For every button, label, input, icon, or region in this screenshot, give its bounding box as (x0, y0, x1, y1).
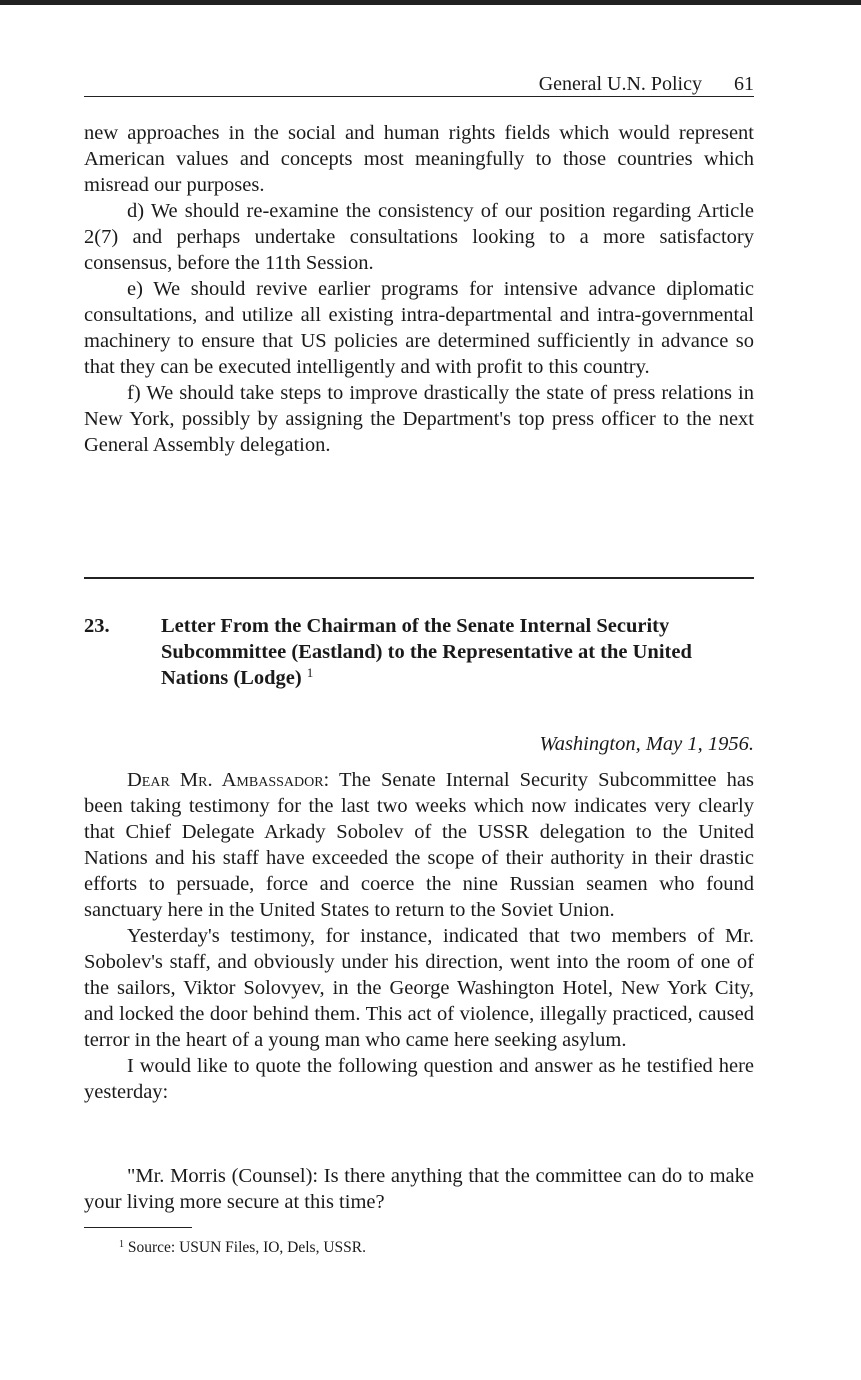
letter-body (84, 767, 754, 1105)
page-top-edge (0, 0, 861, 5)
footnote-reference: 1 (306, 665, 314, 680)
document-title-wrap (161, 613, 754, 691)
letter-paragraph-1 (84, 767, 754, 923)
section-one-body (84, 120, 754, 458)
paragraph-item-d: d) We should re-examine the consistency of our position regarding Article 2(7) and perhaps undertake consultations looking to a more satisfactory consensus, before the 11th Session. (84, 200, 754, 274)
letter-paragraph-2: Yesterday's testimony, for instance, indicated that two members of Mr. Sobolev's staff, and obviously under his direction, went into the room of one of the sailors, Viktor Solovyev, in the George Washington Hotel, New York City, and locked the door behind them. This act of violence, illegally practiced, caused terror in the heart of a young man who came here seeking asylum. (84, 925, 754, 1051)
testimony-quote (84, 1163, 754, 1215)
running-head-title: General U.N. Policy (538, 73, 702, 95)
section-divider (84, 577, 754, 579)
paragraph-item-f: f) We should take steps to improve drastically the state of press relations in New York, possibly by assigning the Department's top press officer to the next General Assembly delegation. (84, 382, 754, 456)
quote-paragraph: "Mr. Morris (Counsel): Is there anything that the committee can do to make your living more secure at this time? (84, 1165, 754, 1213)
paragraph-item-e: e) We should revive earlier programs for intensive advance diplomatic consultations, and utilize all existing intra-departmental and intra-governmental machinery to ensure that US policies are determined sufficiently in advance so that they can be executed intelligently and with profit to this country. (84, 278, 754, 378)
document-title: Letter From the Chairman of the Senate Internal Security Subcommittee (Eastland) to the Representative at the United Nations (Lodge) (161, 615, 692, 689)
letter-paragraph-1-text: The Senate Internal Security Subcommittee has been taking testimony for the last two weeks which now indicates very clearly that Chief Delegate Arkady Sobolev of the USSR delegation to the United Nations and his staff have exceeded the scope of their authority in their drastic efforts to persuade, force and coerce the nine Russian seamen who found sanctuary here in the United States to return to the Soviet Union. (84, 769, 754, 921)
document-heading (84, 613, 754, 691)
footnote (119, 1238, 719, 1258)
running-head (84, 72, 754, 97)
dateline: Washington, May 1, 1956. (539, 733, 754, 755)
paragraph-continuation: new approaches in the social and human rights fields which would represent American values and concepts most meaningfully to those countries which misread our purposes. (84, 122, 754, 196)
document-number: 23. (84, 615, 110, 637)
page-number: 61 (734, 73, 754, 95)
salutation: Dear Mr. Ambassador: (127, 769, 330, 791)
footnote-text: Source: USUN Files, IO, Dels, USSR. (127, 1239, 366, 1256)
letter-paragraph-3: I would like to quote the following question and answer as he testified here yesterday: (84, 1055, 754, 1103)
footnote-marker: 1 (119, 1239, 124, 1250)
footnote-rule (84, 1227, 192, 1228)
